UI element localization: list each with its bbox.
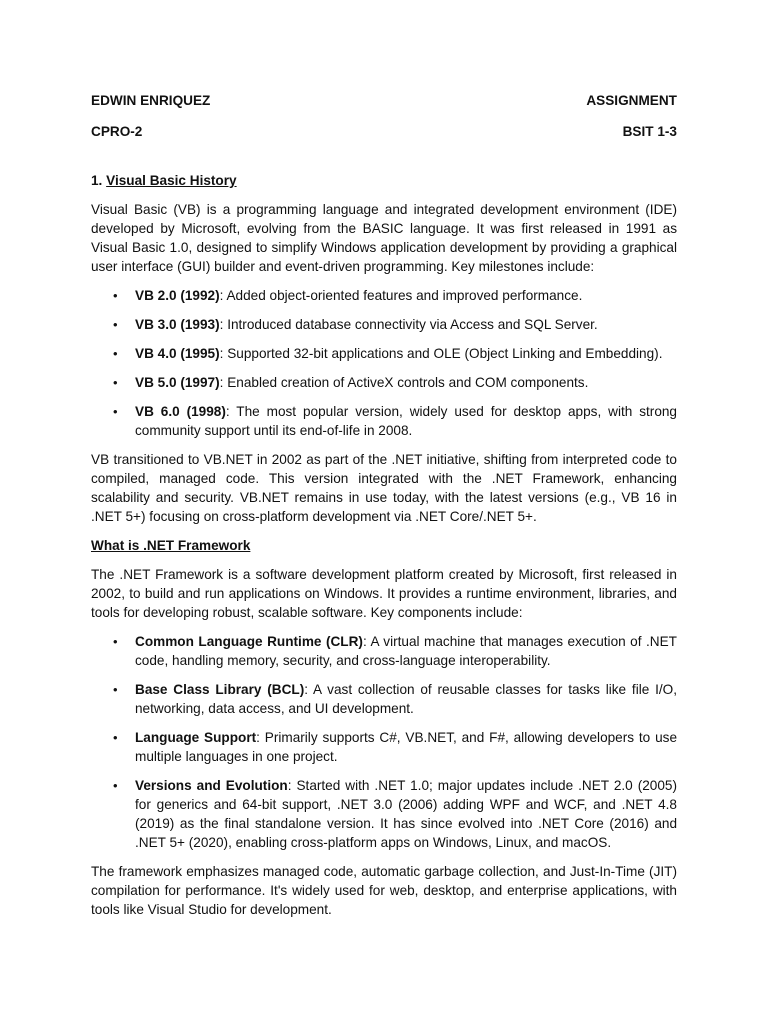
section-1-number: 1. [91,173,103,188]
section-1-intro: Visual Basic (VB) is a programming language and integrated development environment (IDE) developed by Microsoft, evolving from the BASIC language. It was first released in 1991 as Visual Basic 1.0, designed to simplify Windows application development by providing a graphical user interface (GUI) builder and event-driven programming. Key milestones include: [91,202,677,274]
component-text: : A vast collection of reusable classes for tasks like file I/O, networking, data access, and UI development. [135,682,677,716]
section-1-closing: VB transitioned to VB.NET in 2002 as part of the .NET initiative, shifting from interpreted code to compiled, managed code. This version integrated with the .NET Framework, enhancing scalability and security. VB.NET remains in use today, with the latest versions (e.g., VB 16 in .NET 5+) focusing on cross-platform development via .NET Core/.NET 5+. [91,452,677,524]
milestone-text: : Enabled creation of ActiveX controls and COM components. [219,375,589,390]
milestone-term: VB 4.0 (1995) [135,346,220,361]
milestone-text: : Introduced database connectivity via Access and SQL Server. [219,317,598,332]
section-2-heading: What is .NET Framework [91,538,251,553]
list-item [91,402,677,440]
header-row-1 [91,91,677,110]
bullet-icon: • [113,288,118,303]
milestone-term: VB 3.0 (1993) [135,317,220,332]
document-body [91,91,677,929]
milestone-list [91,286,677,440]
document-type: ASSIGNMENT [586,93,677,108]
milestone-term: VB 6.0 (1998) [135,404,226,419]
bullet-icon: • [113,404,118,419]
section-2-intro: The .NET Framework is a software development platform created by Microsoft, first released in 2002, to build and run applications on Windows. It provides a runtime environment, libraries, and tools for developing robust, scalable software. Key components include: [91,567,677,620]
bullet-icon: • [113,317,118,332]
component-text: : Primarily supports C#, VB.NET, and F#, allowing developers to use multiple languages in one project. [135,730,677,764]
bullet-icon: • [113,682,118,697]
component-term: Versions and Evolution [135,778,288,793]
list-item [91,315,677,334]
list-item [91,776,677,852]
component-text: : Started with .NET 1.0; major updates include .NET 2.0 (2005) for generics and 64-bit support, .NET 3.0 (2006) adding WPF and WCF, and .NET 4.8 (2019) as the final standalone version. It has since evolved into .NET Core (2016) and .NET 5+ (2020), enabling cross-platform apps on Windows, Linux, and macOS. [135,778,677,850]
class-section: BSIT 1-3 [622,124,677,139]
section-2-closing: The framework emphasizes managed code, automatic garbage collection, and Just-In-Time (JIT) compilation for performance. It's widely used for web, desktop, and enterprise applications, with tools like Visual Studio for development. [91,864,677,917]
bullet-icon: • [113,375,118,390]
milestone-text: : Added object-oriented features and improved performance. [219,288,583,303]
milestone-term: VB 2.0 (1992) [135,288,220,303]
list-item [91,680,677,718]
list-item [91,728,677,766]
component-term: Language Support [135,730,257,745]
bullet-icon: • [113,778,118,793]
component-term: Base Class Library (BCL) [135,682,305,697]
course-code: CPRO-2 [91,124,143,139]
milestone-term: VB 5.0 (1997) [135,375,220,390]
component-text: : A virtual machine that manages execution of .NET code, handling memory, security, and cross-language interoperability. [135,634,677,668]
section-1-heading: Visual Basic History [106,173,237,188]
author-name: EDWIN ENRIQUEZ [91,93,211,108]
list-item [91,632,677,670]
section-1-title [91,171,677,190]
milestone-text: : The most popular version, widely used for desktop apps, with strong community support until its end-of-life in 2008. [135,404,677,438]
bullet-icon: • [113,346,118,361]
header-row-2 [91,122,677,141]
bullet-icon: • [113,730,118,745]
list-item [91,344,677,363]
list-item [91,286,677,305]
list-item [91,373,677,392]
component-list [91,632,677,852]
milestone-text: : Supported 32-bit applications and OLE (Object Linking and Embedding). [219,346,663,361]
bullet-icon: • [113,634,118,649]
component-term: Common Language Runtime (CLR) [135,634,363,649]
